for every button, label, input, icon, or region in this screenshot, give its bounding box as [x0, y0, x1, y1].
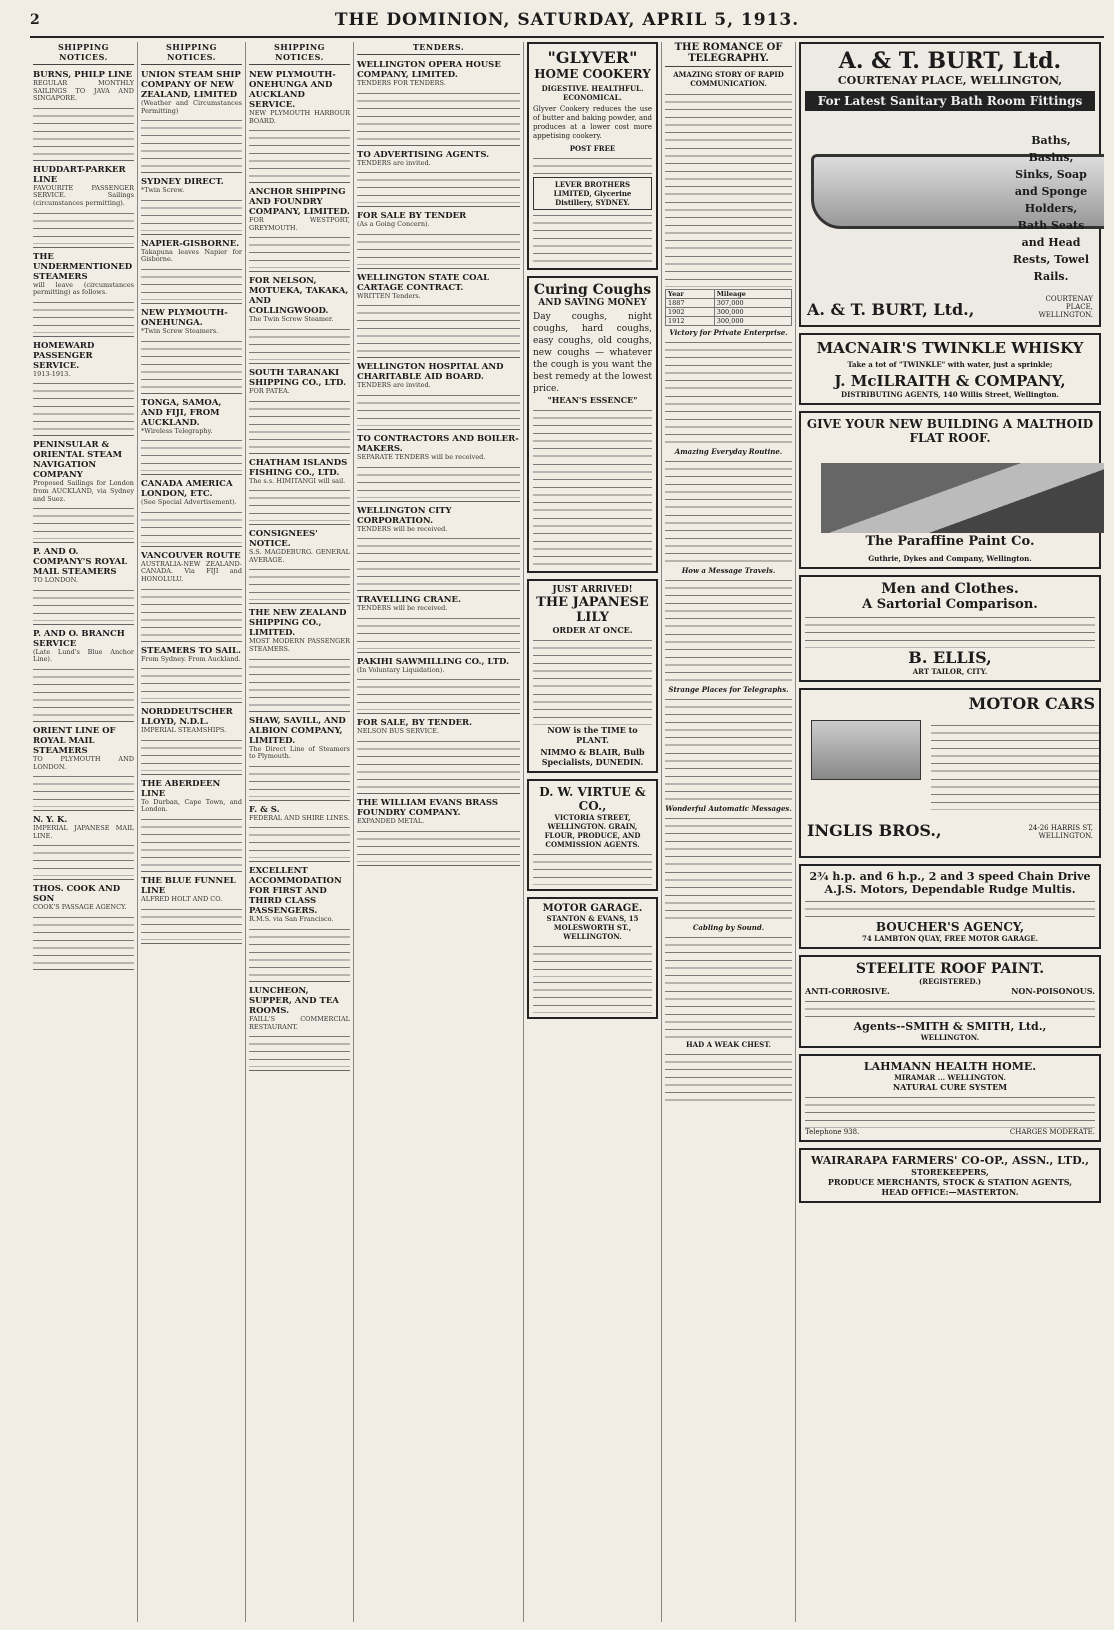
column-tenders [354, 42, 524, 1622]
ad-subheading: (As a Going Concern). [357, 220, 430, 229]
ad-heading: ORIENT LINE OF ROYAL MAIL STEAMERS [33, 725, 116, 756]
ad-block [141, 175, 242, 235]
ad-body-text [357, 392, 520, 426]
burt-foot-address: COURTENAY PLACE, WELLINGTON. [1038, 295, 1093, 319]
ad-heading: CHATHAM ISLANDS FISHING CO., LTD. [249, 457, 348, 478]
ad-subheading: will leave (circumstances permitting) as follows. [33, 280, 134, 297]
ad-body-text [141, 338, 242, 390]
ad-block [249, 984, 350, 1071]
ad-body-text [249, 127, 350, 179]
ad-block [249, 864, 350, 982]
roof-head: GIVE YOUR NEW BUILDING A MALTHOID FLAT ROOF. [806, 417, 1094, 445]
stats-cell: Mileage [714, 290, 791, 299]
ad-block [249, 185, 350, 272]
ad-body-text [249, 326, 350, 360]
ad-block [33, 545, 134, 625]
ad-body-text [141, 437, 242, 471]
ad-heading: F. & S. [249, 804, 280, 815]
ad-heading: CONSIGNEES' NOTICE. [249, 529, 318, 550]
ad-block [357, 148, 520, 208]
ad-block [357, 271, 520, 359]
ad-firm: NIMMO & BLAIR, Bulb Specialists, DUNEDIN. [540, 747, 645, 767]
ad-subheading: MOST MODERN PASSENGER STEAMERS. [249, 637, 350, 653]
ad-block [141, 477, 242, 547]
lahmann-cure: NATURAL CURE SYSTEM [892, 1082, 1008, 1092]
ad-body-text [33, 773, 134, 807]
ad-heading: THE ABERDEEN LINE [141, 778, 221, 799]
whisky-firm-sub: DISTRIBUTING AGENTS, 140 Willis Street, Wellington. [841, 390, 1059, 399]
ad-body: Day coughs, night coughs, hard coughs, easy coughs, old coughs, new coughs — whatever the cough is you want the best remedy at the lowest price. [533, 312, 652, 394]
article-text [665, 393, 792, 445]
ad-subheading: REGULAR MONTHLY SAILINGS TO JAVA AND SINGAPORE. [33, 79, 134, 103]
ad-body-text [33, 505, 134, 539]
ad-heading: THOS. COOK AND SON [33, 884, 121, 905]
ad-subheading: FOR PATEA. [249, 386, 290, 395]
whisky-ad [799, 333, 1101, 405]
article-section-heading: Amazing Everyday Routine. [674, 447, 783, 456]
ad-body-text [357, 464, 520, 498]
ad-body-text [33, 210, 134, 244]
column-retail-ads [524, 42, 662, 1622]
stats-table [665, 289, 792, 326]
ad-block [249, 274, 350, 364]
whisky-line: Take a tot of "TWINKLE" with water, just a sprinkle; [847, 360, 1053, 369]
ad-heading: NEW PLYMOUTH-ONEHUNGA AND AUCKLAND SERVICE. [249, 70, 336, 110]
ad-heading: FOR SALE, BY TENDER. [357, 718, 473, 729]
wairarapa-head: WAIRARAPA FARMERS' CO-OP., ASSN., LTD., [811, 1154, 1089, 1167]
ad-heading: VANCOUVER ROUTE [141, 550, 241, 561]
steelite-city: WELLINGTON. [920, 1033, 980, 1042]
ad-block [33, 627, 134, 722]
ad-subtitle: ORDER AT ONCE. [552, 625, 633, 635]
ad-body-text [249, 566, 350, 600]
ad-heading: N. Y. K. [33, 815, 68, 826]
ad-block [249, 803, 350, 863]
ad-block [249, 527, 350, 604]
ad-body-text [141, 816, 242, 868]
ad-subheading: TO LONDON. [33, 576, 78, 585]
wairarapa-l2: PRODUCE MERCHANTS, STOCK & STATION AGENTS, [827, 1177, 1073, 1187]
car-illustration [811, 720, 921, 780]
stats-cell: 300,000 [714, 317, 791, 326]
ad-subheading: (See Special Advertisement). [141, 498, 237, 507]
page-number: 2 [30, 12, 40, 28]
stats-cell: 1887 [666, 299, 715, 308]
ad-subheading: (Late Lund's Blue Anchor Line). [33, 647, 134, 664]
ad-heading: WELLINGTON STATE COAL CARTAGE CONTRACT. [357, 272, 490, 293]
ad-subheading: NEW PLYMOUTH HARBOUR BOARD. [249, 109, 350, 125]
ad-block [33, 438, 134, 543]
ad-heading: P. AND O. COMPANY'S ROYAL MAIL STEAMERS [33, 547, 128, 578]
ad-body-text [33, 914, 134, 966]
glyver-ad [527, 42, 658, 270]
ad-block [249, 606, 350, 711]
motor-head: MOTOR CARS [968, 694, 1095, 713]
ad-subheading: EXPANDED METAL. [357, 816, 425, 825]
ad-product: "HEAN'S ESSENCE" [547, 395, 638, 405]
motor-firm: INGLIS BROS., [807, 821, 942, 840]
ad-title: THE JAPANESE LILY [536, 595, 649, 625]
ad-block [33, 813, 134, 880]
ad-subheading: From Sydney. From Auckland. [141, 654, 241, 663]
article-title: THE ROMANCE OF TELEGRAPHY. [665, 42, 792, 67]
ad-body-text [357, 535, 520, 587]
ad-heading: TO CONTRACTORS AND BOILER-MAKERS. [357, 433, 519, 454]
garage-ad [527, 897, 658, 1019]
rudge-ad [799, 864, 1101, 949]
ad-block [141, 777, 242, 872]
ad-body-text [357, 828, 520, 862]
ad-subheading: AUSTRALIA-NEW ZEALAND-CANADA. Via FIJI and HONOLULU. [141, 559, 242, 583]
article-text [665, 631, 792, 683]
motor-ad [799, 688, 1101, 858]
ad-heading: TO ADVERTISING AGENTS. [357, 149, 490, 160]
burt-ad [799, 42, 1101, 327]
rudge-head: 2¾ h.p. and 6 h.p., 2 and 3 speed Chain Drive A.J.S. Motors, Dependable Rudge Multis. [809, 870, 1091, 896]
ad-heading: TONGA, SAMOA, AND FIJI, FROM AUCKLAND. [141, 397, 222, 428]
stats-cell: 1902 [666, 308, 715, 317]
ad-heading: FOR SALE BY TENDER [357, 211, 467, 222]
ad-subheading: R.M.S. via San Francisco. [249, 915, 334, 924]
article-text [665, 988, 792, 1040]
ad-body-text [141, 737, 242, 771]
ad-subtitle: HOME COOKERY [534, 67, 651, 81]
column-heading: TENDERS. [357, 42, 520, 55]
article-text [665, 869, 792, 921]
article-text [665, 934, 792, 986]
ad-subheading: TO PLYMOUTH AND LONDON. [33, 754, 134, 771]
ad-heading: LUNCHEON, SUPPER, AND TEA ROOMS. [249, 985, 339, 1016]
ad-block [141, 68, 242, 173]
column-display-ads [796, 42, 1104, 1622]
ad-heading: THE NEW ZEALAND SHIPPING CO., LIMITED. [249, 608, 347, 639]
ad-subheading: ALFRED HOLT AND CO. [141, 894, 223, 903]
ad-subheading: 1913-1913. [33, 369, 71, 378]
coughs-ad [527, 276, 658, 573]
ad-subheading: IMPERIAL JAPANESE MAIL LINE. [33, 824, 134, 840]
ad-title: Curing Coughs [533, 282, 652, 298]
ad-subheading: Takapuna leaves Napier for Gisborne. [141, 247, 242, 264]
roof-firm: The Paraffine Paint Co. [865, 534, 1035, 549]
ad-block [357, 360, 520, 430]
ad-subheading: *Twin Screw Steamers. [141, 326, 219, 335]
ad-heading: HUDDART-PARKER LINE [33, 164, 126, 185]
ad-block [33, 68, 134, 161]
ad-heading: STEAMERS TO SAIL. [141, 645, 241, 656]
ad-subheading: SEPARATE TENDERS will be received. [357, 452, 486, 461]
column-shipping-3 [246, 42, 354, 1622]
ad-heading: FOR NELSON, MOTUEKA, TAKAKA, AND COLLINGWOOD. [249, 276, 349, 317]
article-text [665, 512, 792, 564]
rudge-firm: BOUCHER'S AGENCY, [875, 920, 1025, 934]
steelite-ad [799, 955, 1101, 1048]
ad-block [33, 339, 134, 437]
article-section-heading: Strange Places for Telegraphs. [668, 685, 789, 694]
ad-body-text [33, 299, 134, 333]
burt-name: A. & T. BURT, Ltd. [838, 48, 1062, 74]
steelite-agents: Agents--SMITH & SMITH, Ltd., [853, 1020, 1047, 1033]
motor-address: 24-26 HARRIS ST, WELLINGTON. [1028, 824, 1093, 840]
ad-body-text [141, 665, 242, 699]
lahmann-sub: MIRAMAR ... WELLINGTON. [894, 1073, 1006, 1082]
ad-block [141, 549, 242, 642]
ad-subtitle: AND SAVING MONEY [538, 298, 647, 308]
ad-block [357, 58, 520, 146]
roof-sub: Guthrie, Dykes and Company, Wellington. [868, 554, 1032, 563]
ad-heading: NAPIER-GISBORNE. [141, 238, 240, 249]
ad-subheading: COOK'S PASSAGE AGENCY. [33, 903, 127, 912]
ad-body-text [141, 509, 242, 543]
ad-heading: SHAW, SAVILL, AND ALBION COMPANY, LIMITED. [249, 715, 346, 746]
ad-heading: HOMEWARD PASSENGER SERVICE. [33, 340, 95, 371]
ad-heading: WELLINGTON HOSPITAL AND CHARITABLE AID BOARD. [357, 362, 504, 383]
ad-kicker: JUST ARRIVED! [552, 585, 633, 595]
ad-body-text [357, 231, 520, 265]
article-section-heading: Cabling by Sound. [692, 923, 765, 932]
column-heading: SHIPPING NOTICES. [33, 42, 134, 65]
ellis-head: Men and Clothes. [881, 581, 1019, 597]
stats-row [666, 299, 792, 308]
ad-block [249, 456, 350, 526]
ad-subtitle: STANTON & EVANS, 15 MOLESWORTH ST., WELLINGTON. [546, 914, 639, 941]
ad-subheading: (In Voluntary Liquidation). [357, 665, 445, 674]
ad-block [141, 644, 242, 704]
ad-subheading: (Weather and Circumstances Permitting) [141, 99, 242, 115]
ad-block [141, 874, 242, 944]
ad-heading: ANCHOR SHIPPING AND FOUNDRY COMPANY, LIMITED. [249, 187, 350, 218]
ad-heading: PAKIHI SAWMILLING CO., LTD. [357, 656, 510, 667]
ad-tagline: DIGESTIVE. HEALTHFUL. ECONOMICAL. [541, 84, 644, 102]
roof-ad [799, 411, 1101, 569]
burt-address: COURTENAY PLACE, WELLINGTON, [837, 74, 1063, 87]
ad-body-text [357, 615, 520, 649]
lahmann-head: LAHMANN HEALTH HOME. [863, 1060, 1037, 1073]
ad-body: Glyver Cookery reduces the use of butter and baking powder, and produces at a lower cost more appetising cookery. [533, 105, 652, 140]
ad-block [357, 796, 520, 866]
ad-heading: THE WILLIAM EVANS BRASS FOUNDRY COMPANY. [357, 797, 499, 818]
ad-heading: THE BLUE FUNNEL LINE [141, 875, 236, 896]
ad-block [249, 366, 350, 454]
stats-row [666, 317, 792, 326]
ad-subheading: *Wireless Telegraphy. [141, 426, 213, 435]
stats-cell: 1912 [666, 317, 715, 326]
ad-title: "GLYVER" [547, 48, 638, 67]
ad-block [141, 237, 242, 304]
burt-items: Baths, Basins, Sinks, Soap and Sponge Holders, Bath Seats and Head Rests, Towel Rails. [1012, 134, 1090, 283]
ad-block [33, 163, 134, 248]
column-article [662, 42, 796, 1622]
article-text [665, 750, 792, 802]
ad-subheading: TENDERS are invited. [357, 381, 431, 390]
ad-heading: BURNS, PHILP LINE [33, 70, 133, 80]
ad-body-text [249, 234, 350, 268]
ad-body-text [33, 105, 134, 157]
ad-body-text [357, 169, 520, 203]
stats-cell: 307,000 [714, 299, 791, 308]
ad-subheading: *Twin Screw. [141, 186, 185, 195]
ad-block [33, 724, 134, 811]
ad-block [141, 306, 242, 394]
ad-body-text [249, 487, 350, 521]
ad-heading: SOUTH TARANAKI SHIPPING CO., LTD. [249, 367, 347, 388]
ad-now: NOW is the TIME to PLANT. [547, 725, 638, 745]
ad-subheading: Proposed Sailings for London from AUCKLAND, via Sydney and Suez. [33, 479, 134, 503]
ad-heading: EXCELLENT ACCOMMODATION FOR FIRST AND THIRD CLASS PASSENGERS. [249, 866, 342, 917]
ad-title: D. W. VIRTUE & CO., [539, 785, 646, 813]
ad-subheading: To Durban, Cape Town, and London. [141, 797, 242, 814]
lahmann-rate: CHARGES MODERATE. [1009, 1128, 1095, 1136]
article-subtitle: AMAZING STORY OF RAPID COMMUNICATION. [673, 70, 784, 88]
ad-body-text [249, 824, 350, 858]
ad-block [249, 68, 350, 183]
column-heading: SHIPPING NOTICES. [141, 42, 242, 65]
ad-subtitle: VICTORIA STREET, WELLINGTON. GRAIN, FLOUR, PRODUCE, AND COMMISSION AGENTS. [544, 813, 641, 849]
ad-heading: TRAVELLING CRANE. [357, 595, 461, 606]
ad-body-text [141, 586, 242, 638]
ad-block [249, 714, 350, 801]
ad-block [141, 396, 242, 476]
article-section-heading: Wonderful Automatic Messages. [665, 804, 792, 813]
column-shipping-1 [30, 42, 138, 1622]
lahmann-phone: Telephone 938. [805, 1128, 860, 1136]
lahmann-ad [799, 1054, 1101, 1142]
stats-cell: 300,000 [714, 308, 791, 317]
ad-heading: WELLINGTON CITY CORPORATION. [357, 505, 452, 526]
ad-subheading: IMPERIAL STEAMSHIPS. [141, 726, 227, 735]
ad-body-text [249, 926, 350, 978]
stats-row [666, 308, 792, 317]
ad-body-text [249, 656, 350, 708]
article-section-heading: Victory for Private Enterprise. [669, 328, 788, 337]
ad-body-text [249, 398, 350, 450]
ad-body-text [141, 266, 242, 300]
ad-block [357, 432, 520, 502]
ellis-ad [799, 575, 1101, 682]
article-text [665, 458, 792, 510]
column-shipping-2 [138, 42, 246, 1622]
ad-subheading: S.S. MAGDEBURG. GENERAL AVERAGE. [249, 548, 350, 564]
steelite-head: STEELITE ROOF PAINT. [855, 961, 1045, 977]
ad-heading: CANADA AMERICA LONDON, ETC. [141, 479, 233, 500]
article-text [665, 815, 792, 867]
ad-body-text [357, 90, 520, 142]
ad-post: POST FREE [569, 144, 616, 153]
ad-body-text [141, 197, 242, 231]
burt-banner: For Latest Sanitary Bath Room Fittings [805, 91, 1095, 111]
wairarapa-l3: HEAD OFFICE:—MASTERTON. [881, 1187, 1019, 1197]
ad-subheading: WRITTEN Tenders. [357, 291, 421, 300]
ad-block [141, 705, 242, 775]
ad-subheading: FEDERAL AND SHIRE LINES. [249, 813, 350, 822]
ad-subheading: FAILL'S COMMERCIAL RESTAURANT. [249, 1014, 350, 1031]
ad-subheading: NELSON BUS SERVICE. [357, 727, 439, 736]
wairarapa-ad [799, 1148, 1101, 1203]
steelite-right: NON-POISONOUS. [1011, 986, 1095, 996]
ad-subheading: TENDERS FOR TENDERS. [357, 79, 446, 87]
ad-body-text [33, 587, 134, 621]
ellis-sub: A Sartorial Comparison. [862, 597, 1038, 612]
lily-ad [527, 579, 658, 773]
ad-body-text [249, 1033, 350, 1067]
whisky-name: MACNAIR'S TWINKLE WHISKY [816, 339, 1084, 357]
ad-subheading: TENDERS are invited. [357, 158, 431, 167]
ad-block [357, 593, 520, 653]
ad-body-text [357, 676, 520, 710]
article-section-heading: How a Message Travels. [681, 566, 776, 575]
ad-block [33, 250, 134, 337]
steelite-reg: (REGISTERED.) [918, 977, 982, 986]
ad-heading: NORDDEUTSCHER LLOYD, N.D.L. [141, 707, 233, 728]
ellis-firm-sub: ART TAILOR, CITY. [912, 667, 988, 676]
ad-body-text [33, 666, 134, 718]
column-heading: SHIPPING NOTICES. [249, 42, 350, 65]
ad-body-text [141, 117, 242, 169]
ellis-firm: B. ELLIS, [908, 648, 992, 667]
article-foot: HAD A WEAK CHEST. [686, 1040, 771, 1049]
ad-heading: PENINSULAR & ORIENTAL STEAM NAVIGATION COMPANY [33, 440, 123, 481]
ad-body-text [357, 738, 520, 790]
stats-cell: Year [666, 290, 715, 299]
ad-subheading: The Twin Screw Steamer. [249, 315, 334, 324]
ad-subheading: FOR WESTPORT, GREYMOUTH. [249, 216, 350, 232]
ad-heading: WELLINGTON OPERA HOUSE COMPANY, LIMITED. [357, 60, 501, 80]
ad-block [357, 716, 520, 794]
ad-subheading: TENDERS will be received. [357, 524, 448, 533]
ad-heading: P. AND O. BRANCH SERVICE [33, 628, 125, 649]
ad-body-text [141, 906, 242, 940]
ad-heading: UNION STEAM SHIP COMPANY OF NEW ZEALAND, LIMITED [141, 70, 241, 100]
burt-foot: A. & T. BURT, Ltd., [807, 300, 975, 319]
article-text [665, 696, 792, 748]
stats-row [666, 290, 792, 299]
ad-subheading: FAVOURITE PASSENGER SERVICE. Sailings (circumstances permitting). [33, 183, 134, 207]
ad-block [357, 209, 520, 269]
ad-heading: SYDNEY DIRECT. [141, 177, 224, 188]
masthead [30, 8, 1104, 38]
roof-illustration [821, 463, 1104, 533]
ad-subheading: TENDERS will be received. [357, 604, 448, 613]
steelite-left: ANTI-CORROSIVE. [805, 986, 890, 996]
ad-title: MOTOR GARAGE. [542, 903, 643, 914]
ad-heading: NEW PLYMOUTH-ONEHUNGA. [141, 307, 228, 328]
whisky-firm: J. McILRAITH & COMPANY, [834, 372, 1066, 390]
ad-body-text [357, 302, 520, 354]
ad-body-text [33, 842, 134, 876]
ad-block [357, 504, 520, 592]
ad-subheading: The s.s. HIMITANGI will sail. [249, 476, 346, 485]
ad-body-text [249, 763, 350, 797]
ad-block [33, 882, 134, 970]
ad-heading: THE UNDERMENTIONED STEAMERS [33, 251, 133, 282]
virtue-ad [527, 779, 658, 891]
wairarapa-l1: STOREKEEPERS, [911, 1167, 989, 1177]
ad-body-text [33, 380, 134, 432]
article-text [665, 577, 792, 629]
page-title: THE DOMINION, SATURDAY, APRIL 5, 1913. [334, 10, 800, 30]
ad-block [357, 655, 520, 715]
rudge-address: 74 LAMBTON QUAY, FREE MOTOR GARAGE. [861, 934, 1039, 943]
article-text [665, 339, 792, 391]
ad-company: LEVER BROTHERS LIMITED, Glycerine Distillery, SYDNEY. [533, 177, 652, 210]
ad-subheading: The Direct Line of Steamers to Plymouth. [249, 744, 350, 761]
